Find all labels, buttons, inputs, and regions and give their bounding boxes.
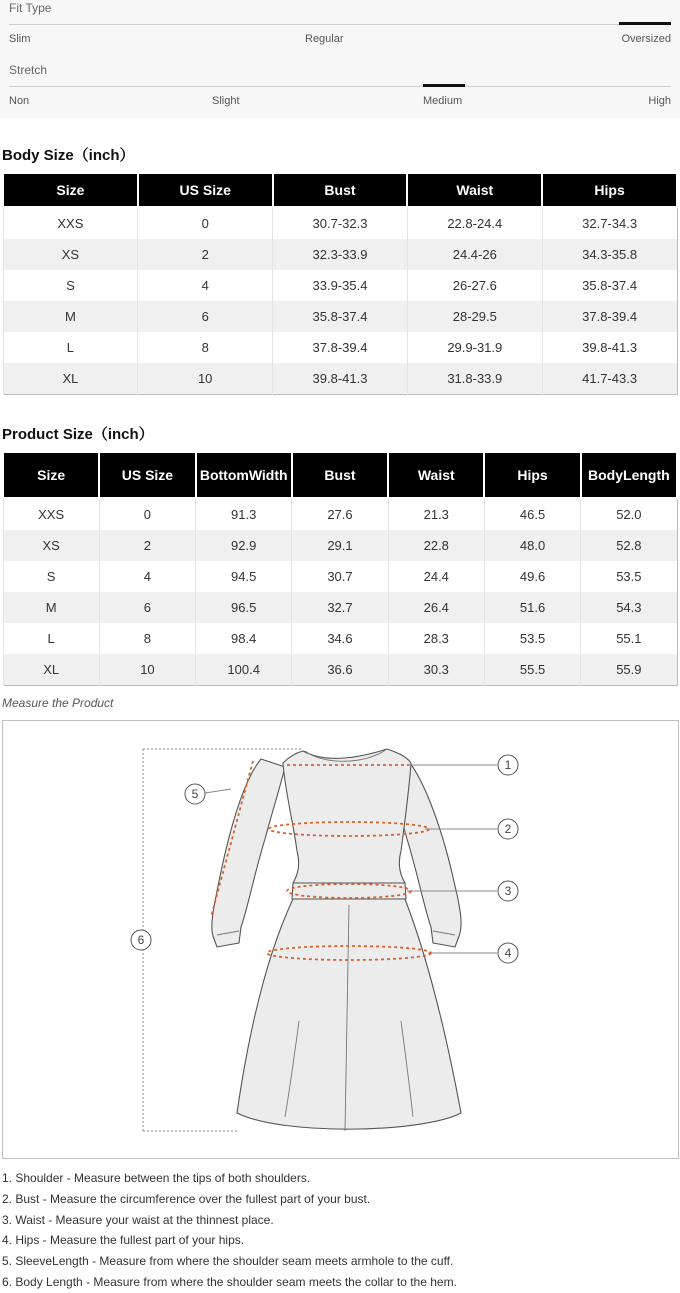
dress-diagram [3,721,678,1158]
marker-1-label: 1 [504,758,512,772]
table-cell: 52.0 [581,498,677,530]
table-cell: XL [3,363,138,395]
table-cell: 41.7-43.3 [542,363,677,395]
marker-6 [131,930,151,950]
table-cell: 91.3 [196,498,292,530]
table-cell: 8 [138,332,273,363]
list-item: 4. Hips - Measure the fullest part of your hips. [2,1233,245,1248]
table-cell: 39.8-41.3 [273,363,408,395]
table-cell: 30.7 [292,561,388,592]
table-cell: 28-29.5 [407,301,542,332]
table-cell: 10 [138,363,273,395]
fit-type-option-regular: Regular [305,33,344,45]
fit-stretch-panel [0,0,680,118]
stretch-option-slight: Slight [212,95,240,107]
header-hips: Hips [542,173,677,207]
product-size-header-row [3,452,677,498]
table-cell: 100.4 [196,654,292,686]
table-cell: S [3,561,99,592]
table-cell: 55.9 [581,654,677,686]
table-cell: 51.6 [484,592,580,623]
table-cell: 0 [99,498,195,530]
fit-type-selected-marker [619,22,671,25]
table-cell: 22.8-24.4 [407,207,542,239]
table-cell: 26-27.6 [407,270,542,301]
table-cell: 32.3-33.9 [273,239,408,270]
table-cell: 21.3 [388,498,484,530]
table-cell: S [3,270,138,301]
table-cell: 96.5 [196,592,292,623]
table-cell: XXS [3,207,138,239]
table-cell: 55.1 [581,623,677,654]
fit-type-track [9,24,671,25]
table-cell: XL [3,654,99,686]
table-cell: 6 [138,301,273,332]
table-cell: 31.8-33.9 [407,363,542,395]
header-body-length: BodyLength [581,452,677,498]
header-bottom-width: BottomWidth [196,452,292,498]
table-row [3,530,677,561]
table-row [3,592,677,623]
header-bust: Bust [273,173,408,207]
table-cell: 48.0 [484,530,580,561]
table-cell: 32.7 [292,592,388,623]
table-cell: 36.6 [292,654,388,686]
table-row [3,654,677,686]
table-cell: 54.3 [581,592,677,623]
body-size-header-row [3,173,677,207]
table-row [3,363,677,395]
stretch-option-non: Non [9,95,30,107]
table-cell: 53.5 [484,623,580,654]
table-cell: 46.5 [484,498,580,530]
table-cell: 98.4 [196,623,292,654]
table-cell: XS [3,530,99,561]
table-cell: 49.6 [484,561,580,592]
header-hips: Hips [484,452,580,498]
marker-6-label: 6 [137,933,145,947]
table-cell: 34.6 [292,623,388,654]
table-cell: 28.3 [388,623,484,654]
table-cell: 35.8-37.4 [542,270,677,301]
header-us-size: US Size [138,173,273,207]
measure-notes [2,1168,672,1293]
table-cell: 26.4 [388,592,484,623]
header-size: Size [3,452,99,498]
product-size-table [2,451,678,686]
marker-3 [498,881,518,901]
fit-type-title: Fit Type [9,1,52,15]
table-cell: L [3,332,138,363]
list-item: 1. Shoulder - Measure between the tips of both shoulders. [2,1171,311,1185]
table-row [3,498,677,530]
table-cell: XXS [3,498,99,530]
body-size-table [2,172,678,395]
table-cell: 22.8 [388,530,484,561]
product-size-title: Product Size（inch） [2,426,154,443]
table-cell: 29.9-31.9 [407,332,542,363]
table-cell: 4 [99,561,195,592]
header-us-size: US Size [99,452,195,498]
table-cell: 37.8-39.4 [273,332,408,363]
stretch-title: Stretch [9,63,48,77]
header-bust: Bust [292,452,388,498]
table-cell: M [3,301,138,332]
list-item: 3. Waist - Measure your waist at the thinnest place. [2,1212,274,1227]
table-row [3,623,677,654]
body-size-title: Body Size（inch） [2,147,135,164]
table-cell: 24.4 [388,561,484,592]
table-row [3,239,677,270]
table-cell: 8 [99,623,195,654]
measure-caption: Measure the Product [2,696,114,710]
fit-type-option-oversized: Oversized [621,33,671,45]
table-cell: 6 [99,592,195,623]
table-cell: 0 [138,207,273,239]
header-waist: Waist [388,452,484,498]
table-cell: 52.8 [581,530,677,561]
marker-3-label: 3 [504,884,512,898]
table-cell: 39.8-41.3 [542,332,677,363]
table-cell: 53.5 [581,561,677,592]
table-row [3,332,677,363]
table-cell: 35.8-37.4 [273,301,408,332]
list-item: 5. SleeveLength - Measure from where the shoulder seam meets armhole to the cuff. [2,1254,454,1269]
table-row [3,301,677,332]
marker-5-label: 5 [191,787,199,801]
header-waist: Waist [407,173,542,207]
table-cell: 32.7-34.3 [542,207,677,239]
fit-type-option-slim: Slim [9,33,31,45]
table-cell: 30.3 [388,654,484,686]
table-cell: 2 [138,239,273,270]
list-item: 6. Body Length - Measure from where the shoulder seam meets the collar to the hem. [2,1274,457,1289]
marker-5 [185,784,205,804]
table-cell: 30.7-32.3 [273,207,408,239]
stretch-selected-marker [423,84,465,87]
table-cell: 2 [99,530,195,561]
list-item: 2. Bust - Measure the circumference over the fullest part of your bust. [2,1191,371,1206]
table-cell: 24.4-26 [407,239,542,270]
measure-figure [2,720,679,1159]
table-cell: 27.6 [292,498,388,530]
table-cell: 37.8-39.4 [542,301,677,332]
table-row [3,561,677,592]
table-cell: 4 [138,270,273,301]
table-cell: 92.9 [196,530,292,561]
marker-2 [498,819,518,839]
table-cell: 29.1 [292,530,388,561]
table-cell: 94.5 [196,561,292,592]
table-cell: 34.3-35.8 [542,239,677,270]
stretch-option-high: High [648,95,671,107]
stretch-option-medium: Medium [423,95,463,107]
table-row [3,207,677,239]
table-cell: 10 [99,654,195,686]
marker-2-label: 2 [504,822,512,836]
header-size: Size [3,173,138,207]
table-cell: L [3,623,99,654]
dress-illustration [212,749,461,1129]
marker-1 [498,755,518,775]
table-cell: XS [3,239,138,270]
marker-4 [498,943,518,963]
table-row [3,270,677,301]
marker-4-label: 4 [504,946,512,960]
stretch-track [9,86,671,87]
table-cell: 33.9-35.4 [273,270,408,301]
table-cell: M [3,592,99,623]
table-cell: 55.5 [484,654,580,686]
